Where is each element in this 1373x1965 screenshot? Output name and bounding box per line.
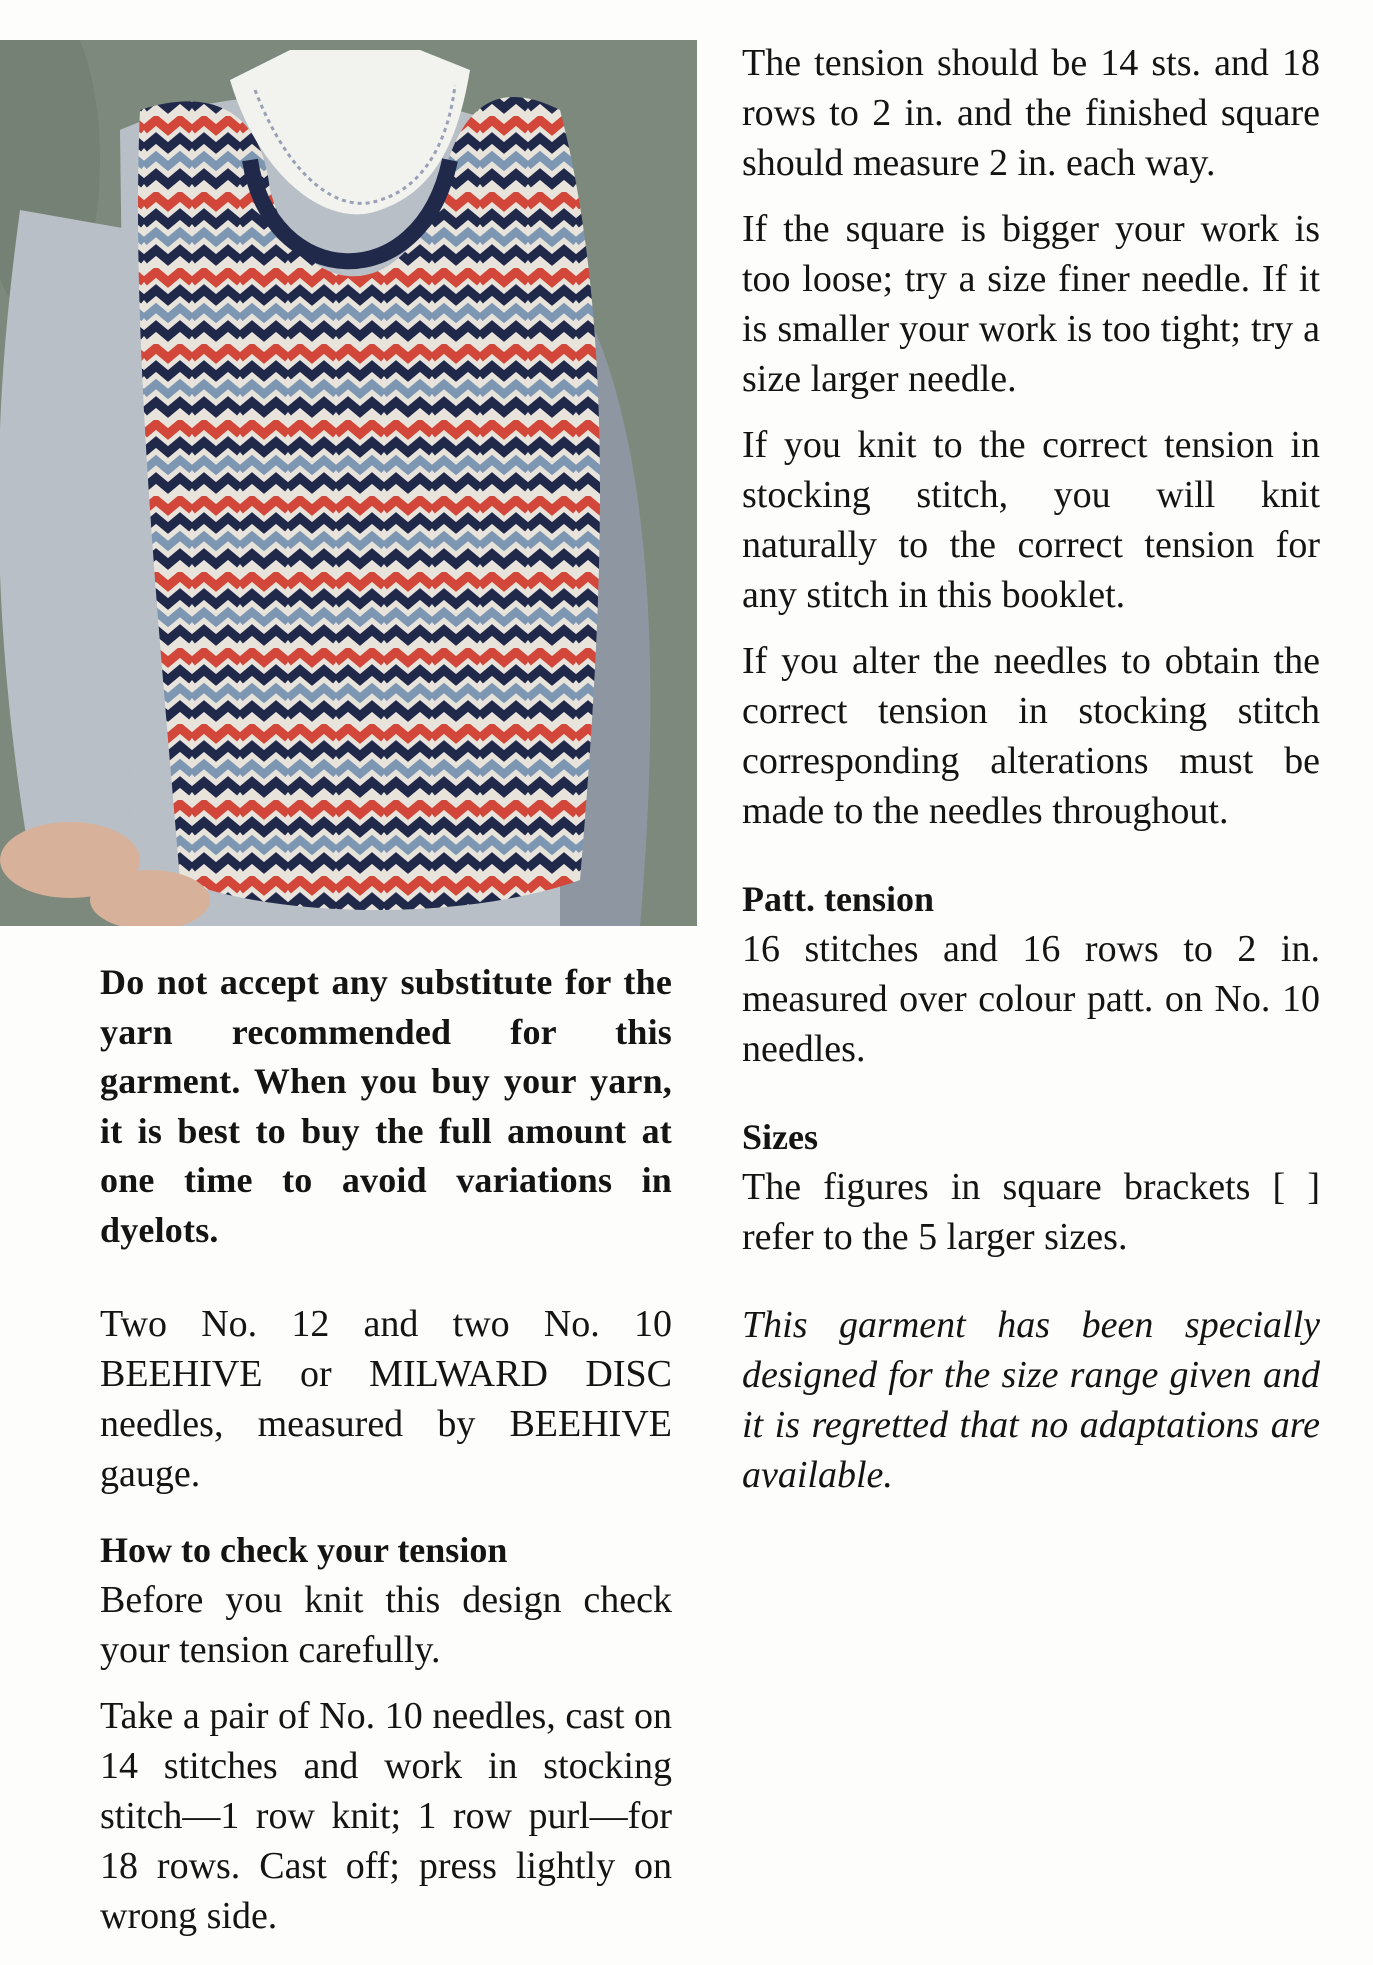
method-paragraph: Take a pair of No. 10 needles, cast on 14 stitches and work in stocking stitch—1 row knit; 1 row purl—for 18 rows. Cast off; press lightly on wrong side. [100, 1695, 672, 1937]
knitted-vest-photo [0, 40, 697, 926]
tension-paragraph: The tension should be 14 sts. and 18 rows to 2 in. and the finished square should measure 2 in. each way. [742, 42, 1320, 184]
sizes-heading: Sizes [742, 1117, 818, 1157]
check-tension-section [100, 1525, 672, 1675]
left-column [100, 958, 672, 1941]
disclaimer-paragraph: This garment has been specially designed for the size range given and it is regretted that no adaptations are available. [742, 1304, 1320, 1496]
needles-paragraph: Two No. 12 and two No. 10 BEEHIVE or MILWARD DISC needles, measured by BEEHIVE gauge. [100, 1303, 672, 1495]
check-tension-heading: How to check your tension [100, 1530, 508, 1570]
yarn-notice: Do not accept any substitute for the yarn recommended for this garment. When you buy your yarn, it is best to buy the full amount at one time to avoid variations in dyelots. [100, 962, 672, 1250]
bigger-square-paragraph: If the square is bigger your work is too loose; try a size finer needle. If it is smaller your work is too tight; try a size larger needle. [742, 208, 1320, 400]
sizes-section [742, 1112, 1320, 1262]
alter-needles-paragraph: If you alter the needles to obtain the correct tension in stocking stitch corresponding alterations must be made to the needles throughout. [742, 640, 1320, 832]
patt-tension-section [742, 874, 1320, 1074]
sizes-text: The figures in square brackets [ ] refer to the 5 larger sizes. [742, 1166, 1320, 1258]
patt-tension-text: 16 stitches and 16 rows to 2 in. measured over colour patt. on No. 10 needles. [742, 928, 1320, 1070]
correct-tension-paragraph: If you knit to the correct tension in stocking stitch, you will knit naturally to the correct tension for any stitch in this booklet. [742, 424, 1320, 616]
right-column [742, 38, 1320, 1500]
check-tension-text: Before you knit this design check your tension carefully. [100, 1579, 672, 1671]
patt-tension-heading: Patt. tension [742, 879, 934, 919]
